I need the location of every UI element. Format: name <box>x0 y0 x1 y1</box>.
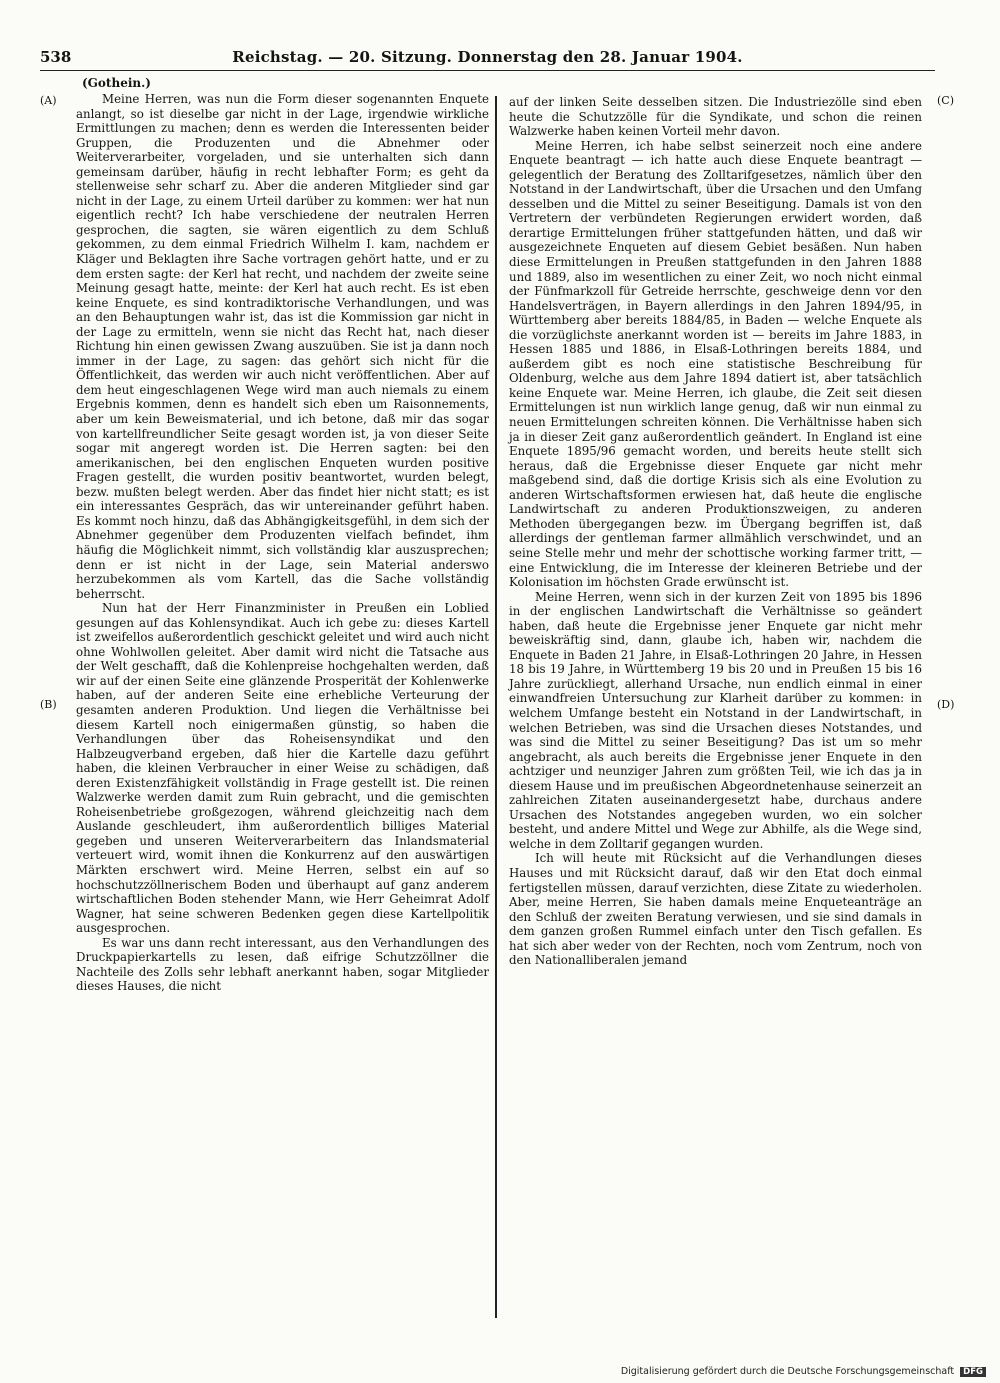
left-column <box>76 92 489 994</box>
column-divider <box>495 96 497 1318</box>
paragraph: Meine Herren, ich habe selbst seinerzeit noch eine andere Enquete beantragt — ich hatte auch diese Enquete beantragt — gelegentlich der Beratung des Zolltarifgesetzes, nämlich über den Notstand in der Landwirtschaft, über die Ursachen und den Umfang desselben und die Mittel zu seiner Beseitigung. Damals ist von den Vertretern der verbündeten Regierungen erwidert worden, daß derartige Ermittelungen früher stattgefunden hätten, und daß wir ausgezeichnete Enqueten auf diesem Gebiet besäßen. Nun haben diese Ermittelungen in Preußen stattgefunden in den Jahren 1888 und 1889, also im wesentlichen zu einer Zeit, wo noch nicht einmal der Fünfmarkzoll für Getreide herrschte, geschweige denn vor den Handelsverträgen, in Bayern allerdings in den Jahren 1894/95, in Württemberg aber bereits 1884/85, in Baden — welche Enquete als die vorzüglichste anerkannt worden ist — bereits im Jahre 1883, in Hessen 1885 und 1886, in Elsaß-Lothringen bereits 1884, und außerdem gibt es noch eine statistische Beschreibung für Oldenburg, welche aus dem Jahre 1894 datiert ist, aber tatsächlich keine Enquete war. Meine Herren, ich glaube, die Zeit seit diesen Ermittelungen ist nun wirklich lange genug, daß wir nun einmal zu neuen Ermittelungen schreiten können. Die Verhältnisse haben sich ja in dieser Zeit ganz außerordentlich geändert. In England ist eine Enquete 1895/96 gemacht worden, und bereits heute stellt sich heraus, daß die Ergebnisse dieser Enquete gar nicht mehr maßgebend sind, daß die dortige Krisis sich als eine Evolution zu anderen Wirtschaftsformen erwiesen hat, daß heute die englische Landwirtschaft zu anderen Produktionszweigen, zu anderen Methoden übergegangen bezw. im Übergang begriffen ist, daß allerdings der gentleman farmer allmählich verschwindet, und an seine Stelle mehr und mehr der schottische working farmer tritt, — eine Entwicklung, die im Interesse der kleineren Betriebe und der Kolonisation im höchsten Grade erwünscht ist. <box>509 138 922 590</box>
paragraph: Nun hat der Herr Finanzminister in Preußen ein Loblied gesungen auf das Kohlensyndikat. Auch ich gebe zu: dieses Kartell ist zweifellos außerordentlich geschickt geleitet und wird auch nicht ohne Wohlwollen geleitet. Aber damit wird nicht die Tatsache aus der Welt geschafft, daß die Kohlenpreise hochgehalten werden, daß wir auf der einen Seite eine glänzende Prosperität der Kohlenwerke haben, auf der anderen Seite eine erhebliche Verteurung der gesamten anderen Produktion. Und liegen die Verhältnisse bei diesem Kartell noch einigermaßen günstig, so haben die Verhandlungen über das Roheisensyndikat und den Halbzeugverband ergeben, daß hier die Kartelle dazu geführt haben, die kleinen Verbraucher in einer Weise zu schädigen, daß deren Existenzfähigkeit vollständig in Frage gestellt ist. Die reinen Walzwerke werden damit zum Ruin gebracht, und die gemischten Roheisenbetriebe großgezogen, während gleichzeitig nach dem Auslande geschleudert, ihm außerordentlich billiges Material gegeben und unseren Weiterverarbeitern das Inlandsmaterial verteuert wird, womit ihnen die Konkurrenz auf den auswärtigen Märkten erschwert wird. Meine Herren, selbst ein auf so hochschutzzöllnerischem Boden und überhaupt auf ganz anderem wirtschaftlichen Boden stehender Mann, wie Herr Geheimrat Adolf Wagner, hat seine schweren Bedenken gegen diese Kartellpolitik ausgesprochen. <box>76 601 489 936</box>
page-number: 538 <box>40 48 72 66</box>
page-header <box>40 46 935 71</box>
digitization-footer <box>621 1366 986 1377</box>
margin-marker-b: (B) <box>40 698 57 711</box>
running-title: Reichstag. — 20. Sitzung. Donnerstag den 28. Januar 1904. <box>232 48 743 66</box>
margin-marker-d: (D) <box>937 698 955 711</box>
speaker-name: (Gothein.) <box>82 76 151 90</box>
footer-text: Digitalisierung gefördert durch die Deutsche Forschungsgemeinschaft <box>620 1366 955 1377</box>
right-column <box>509 95 922 968</box>
paragraph: Meine Herren, was nun die Form dieser sogenannten Enquete anlangt, so ist dieselbe gar nicht in der Lage, irgendwie wirkliche Ermittlungen zu machen; denn es werden die Interessenten beider Gruppen, die Produzenten und die Abnehmer oder Weiterverarbeiter, vorgeladen, und sie unterhalten sich dann gemeinsam darüber, häufig in recht lebhafter Form; es geht da stellenweise sehr scharf zu. Aber die anderen Mitglieder sind gar nicht in der Lage, zu einem Urteil darüber zu kommen: wer hat nun eigentlich recht? Ich habe verschiedene der neutralen Herren gesprochen, die sagten, sie wären eigentlich zu dem Schluß gekommen, zu dem einmal Friedrich Wilhelm I. kam, nachdem er Kläger und Beklagten ihre Sache vortragen gehört hatte, und er zu dem ersten sagte: der Kerl hat recht, und nachdem der zweite seine Meinung gesagt hatte, meinte: der Kerl hat auch recht. Es ist eben keine Enquete, es sind kontradiktorische Verhandlungen, und was an den Behauptungen wahr ist, das ist die Kommission gar nicht in der Lage zu ermitteln, wenn sie nicht das Recht hat, nach dieser Richtung hin einen gewissen Zwang auszuüben. Sie ist ja dann noch immer in der Lage, zu sagen: das gehört sich nicht für die Öffentlichkeit, das werden wir auch nicht veröffentlichen. Aber auf dem heut eingeschlagenen Wege wird man auch niemals zu einem Ergebnis kommen, denn es handelt sich eben um Raisonnements, aber um kein Beweismaterial, und ich betone, daß mir das sogar von kartellfreundlicher Seite gesagt worden ist, ja von dieser Seite sogar mit angeregt worden ist. Die Herren sagten: bei den amerikanischen, bei den englischen Enqueten wurden positive Fragen gestellt, die wurden positiv beantwortet, wurden belegt, bezw. mußten belegt werden. Aber das findet hier nicht statt; es ist ein interessantes Gespräch, das wir untereinander geführt haben. Es kommt noch hinzu, daß das Abhängigkeitsgefühl, in dem sich der Abnehmer gegenüber dem Produzenten vielfach befindet, ihm häufig die Möglichkeit nimmt, sich vollständig klar auszusprechen; denn er ist nicht in der Lage, sein Material anderswo herzubekommen als vom Kartell, das die Sache vollständig beherrscht. <box>76 92 489 601</box>
paragraph: Meine Herren, wenn sich in der kurzen Zeit von 1895 bis 1896 in der englischen Landwirtschaft die Verhältnisse so geändert haben, daß heute die Ergebnisse jener Enquete gar nicht mehr beweiskräftig sind, dann, glaube ich, haben wir, nachdem die Enquete in Baden 21 Jahre, in Elsaß-Lothringen 20 Jahre, in Hessen 18 bis 19 Jahre, in Württemberg 19 bis 20 und in Preußen 15 bis 16 Jahre zurückliegt, allerhand Ursache, nun endlich einmal in einer einwandfreien Untersuchung zur Klarheit darüber zu kommen: in welchem Umfange besteht ein Notstand in der Landwirtschaft, in welchen Betrieben, was sind die Ursachen dieses Notstandes, und was sind die Mittel zu seiner Beseitigung? Das ist um so mehr angebracht, als auch bereits die Ergebnisse jener Enquete in den achtziger und neunziger Jahren zum größten Teil, wie ich das ja in diesem Hause und im preußischen Abgeordnetenhause seinerzeit an zahlreichen Zitaten auseinandergesetzt habe, durchaus andere Ursachen des Notstandes angegeben wurden, wo ein solcher besteht, und andere Mittel und Wege zur Abhilfe, als die Wege sind, welche in dem Zolltarif gegangen wurden. <box>509 589 922 851</box>
paragraph: Es war uns dann recht interessant, aus den Verhandlungen des Druckpapierkartells zu lesen, daß eifrige Schutzzöllner die Nachteile des Zolls sehr lebhaft anerkannt haben, sogar Mitglieder dieses Hauses, die nicht <box>76 935 489 994</box>
paragraph: Ich will heute mit Rücksicht auf die Verhandlungen dieses Hauses und mit Rücksicht darauf, daß wir den Etat doch einmal fertigstellen müssen, darauf verzichten, diese Zitate zu wiederholen. Aber, meine Herren, Sie haben damals meine Enqueteanträge an den Schluß der zweiten Beratung verwiesen, und sie sind damals in dem ganzen großen Rummel einfach unter den Tisch gefallen. Es hat sich aber weder von der Rechten, noch vom Zentrum, noch von den Nationalliberalen jemand <box>509 851 922 968</box>
paragraph: auf der linken Seite desselben sitzen. Die Industriezölle sind eben heute die Schutzzölle für die Syndikate, und schon die reinen Walzwerke haben keinen Vorteil mehr davon. <box>509 95 922 139</box>
margin-marker-a: (A) <box>40 94 57 107</box>
margin-marker-c: (C) <box>937 94 954 107</box>
dfg-logo: DFG <box>960 1367 986 1377</box>
